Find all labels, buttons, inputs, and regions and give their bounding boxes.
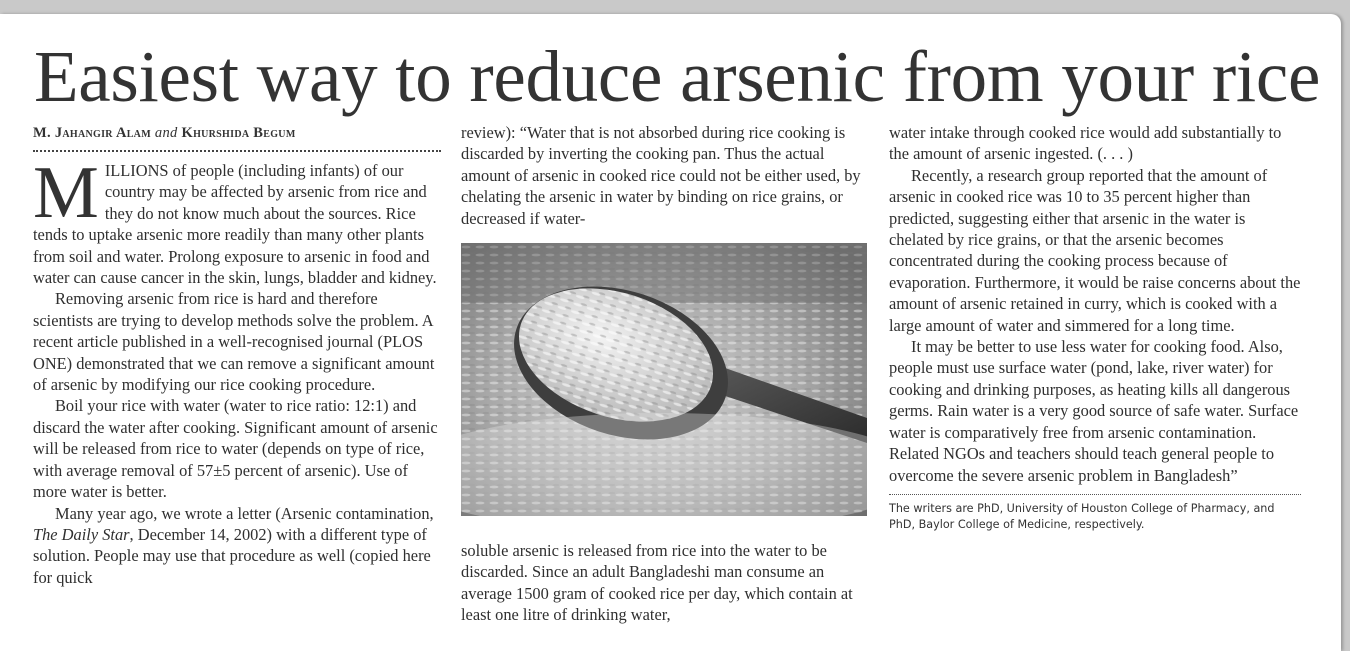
- lead-in: ILLIONS: [104, 161, 169, 180]
- headline: Easiest way to reduce arsenic from your rice: [34, 36, 1321, 117]
- paragraph-5: water intake through cooked rice would add substantially to the amount of arsenic ingested. (. . . ): [889, 123, 1282, 164]
- newspaper-page: [0, 14, 1341, 651]
- column-3: [889, 122, 1301, 533]
- rice-photo: [461, 243, 867, 516]
- paragraph-3: Boil your rice with water (water to rice ratio: 12:1) and discard the water after cooking. Significant amount of arsenic will be released from rice to water (depends on type of rice, with average removal of 57±5 percent of arsenic). Use of more water is better.: [33, 396, 438, 502]
- paragraph-4: [33, 503, 441, 589]
- paragraph-2: Removing arsenic from rice is hard and therefore scientists are trying to develop methods solve the problem. A recent article published in a well-recognised journal (PLOS ONE) demonstrated that we can remove a significant amount of arsenic by modifying our rice cooking procedure.: [33, 289, 435, 395]
- author-2: Khurshida Begum: [181, 125, 296, 141]
- paragraph-4-b: , December 14, 2002) with a different type of solution. People may use that procedure as well (copied here for quick: [33, 524, 431, 587]
- paragraph-4-a: Many year ago, we wrote a letter (Arsenic contamination,: [55, 503, 434, 523]
- byline: [33, 122, 441, 144]
- paragraph-intro: [33, 152, 441, 288]
- intro-text: of people (including infants) of our country may be affected by arsenic from rice and they do not know much about the sources. Rice tends to uptake arsenic more readily than many other plants from soil and water. Prolong exposure to arsenic in food and water can cause cancer in the skin, lungs, bladder and kidney.: [33, 161, 437, 288]
- paragraph-quote-top: review): “Water that is not absorbed during rice cooking is discarded by inverting the cooking pan. Thus the actual amount of arsenic in cooked rice could not be either used, by chelating the arsenic in water by binding on rice grains, or decreased if water-: [461, 123, 861, 228]
- rice-spoon-image: [461, 243, 867, 516]
- paragraph-6: Recently, a research group reported that the amount of arsenic in cooked rice was 10 to 35 percent higher than predicted, suggesting either that arsenic in the water is chelated by rice grains, or that the arsenic becomes concentrated during the cooking process because of evaporation. Furthermore, it would be raise concerns about the amount of arsenic retained in curry, which is cooked with a large amount of water and simmered for a long time.: [889, 165, 1301, 335]
- footer-divider: [889, 494, 1301, 533]
- newspaper-name: The Daily Star: [33, 524, 130, 544]
- byline-connector: and: [154, 125, 178, 141]
- author-note: The writers are PhD, University of Houston College of Pharmacy, and PhD, Baylor College of Medicine, respectively.: [889, 501, 1275, 531]
- drop-cap: M: [33, 152, 99, 234]
- column-2: [461, 122, 869, 626]
- paragraph-quote-bottom: soluble arsenic is released from rice into the water to be discarded. Since an adult Bangladeshi man consume an average 1500 gram of cooked rice per day, which contain at least one litre of drinking water,: [461, 541, 853, 625]
- column-1: [33, 122, 441, 588]
- author-1: M. Jahangir Alam: [33, 125, 151, 141]
- paragraph-7: It may be better to use less water for cooking food. Also, people must use surface water (pond, lake, river water) for cooking and drinking purposes, as heating kills all dangerous germs. Rain water is a very good source of safe water. Surface water is comparatively free from arsenic contamination. Related NGOs and teachers should teach general people to overcome the severe arsenic problem in Bangladesh”: [889, 337, 1299, 485]
